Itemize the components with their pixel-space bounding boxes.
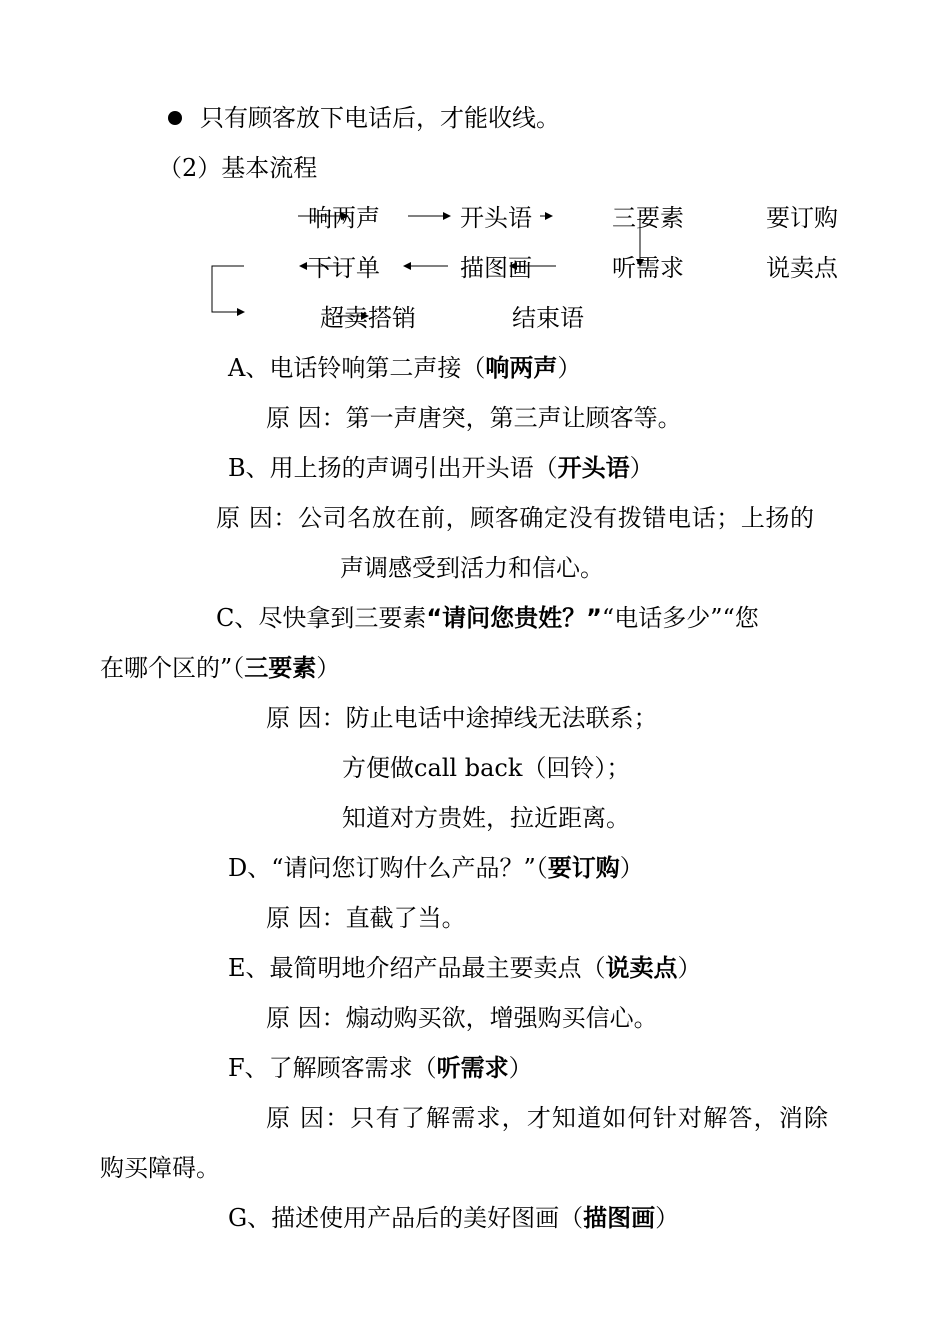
flow-arrows (0, 0, 950, 340)
flow-node-8: 下订单 (308, 254, 380, 282)
item-g: G、描述使用产品后的美好图画（描图画） (228, 1204, 680, 1232)
flow-node-7: 描图画 (460, 254, 532, 282)
item-e-reason: 原 因：煽动购买欲，增强购买信心。 (266, 1004, 658, 1032)
loop-arrow (212, 266, 244, 312)
item-d-reason: 原 因：直截了当。 (266, 904, 466, 932)
flow-node-5: 说卖点 (766, 254, 838, 282)
flow-node-2: 开头语 (460, 204, 532, 232)
item-c-reason-2: 方便做call back（回铃）； (342, 754, 631, 782)
item-a: A、电话铃响第二声接（响两声） (228, 354, 582, 382)
flow-node-4: 要订购 (766, 204, 838, 232)
item-e: E、最简明地介绍产品最主要卖点（说卖点） (228, 954, 702, 982)
item-b-reason-1: 原 因：公司名放在前，顾客确定没有拨错电话；上扬的 (216, 504, 815, 532)
item-a-reason: 原 因：第一声唐突，第三声让顾客等。 (266, 404, 682, 432)
flow-node-9: 超卖搭销 (320, 304, 416, 332)
item-b: B、用上扬的声调引出开头语（开头语） (228, 454, 654, 482)
item-f-reason-1: 原 因：只有了解需求，才知道如何针对解答，消除 (266, 1104, 830, 1132)
flow-node-6: 听需求 (612, 254, 684, 282)
item-f-reason-2: 购买障碍。 (100, 1154, 220, 1182)
flow-node-1: 响两声 (308, 204, 380, 232)
item-d: D、“请问您订购什么产品？”（要订购） (228, 854, 644, 882)
item-f: F、了解顾客需求（听需求） (228, 1054, 533, 1082)
item-c-line2: 在哪个区的”（三要素） (100, 654, 341, 682)
bullet-text: 只有顾客放下电话后，才能收线。 (200, 104, 560, 132)
item-c: C、尽快拿到三要素“请问您贵姓？”“电话多少”“您 (216, 604, 759, 632)
flow-node-10: 结束语 (512, 304, 584, 332)
item-b-reason-2: 声调感受到活力和信心。 (340, 554, 604, 582)
item-c-reason-3: 知道对方贵姓，拉近距离。 (342, 804, 630, 832)
item-c-reason-1: 原 因：防止电话中途掉线无法联系； (266, 704, 658, 732)
section-heading: （2）基本流程 (158, 154, 318, 182)
flow-node-3: 三要素 (612, 204, 684, 232)
